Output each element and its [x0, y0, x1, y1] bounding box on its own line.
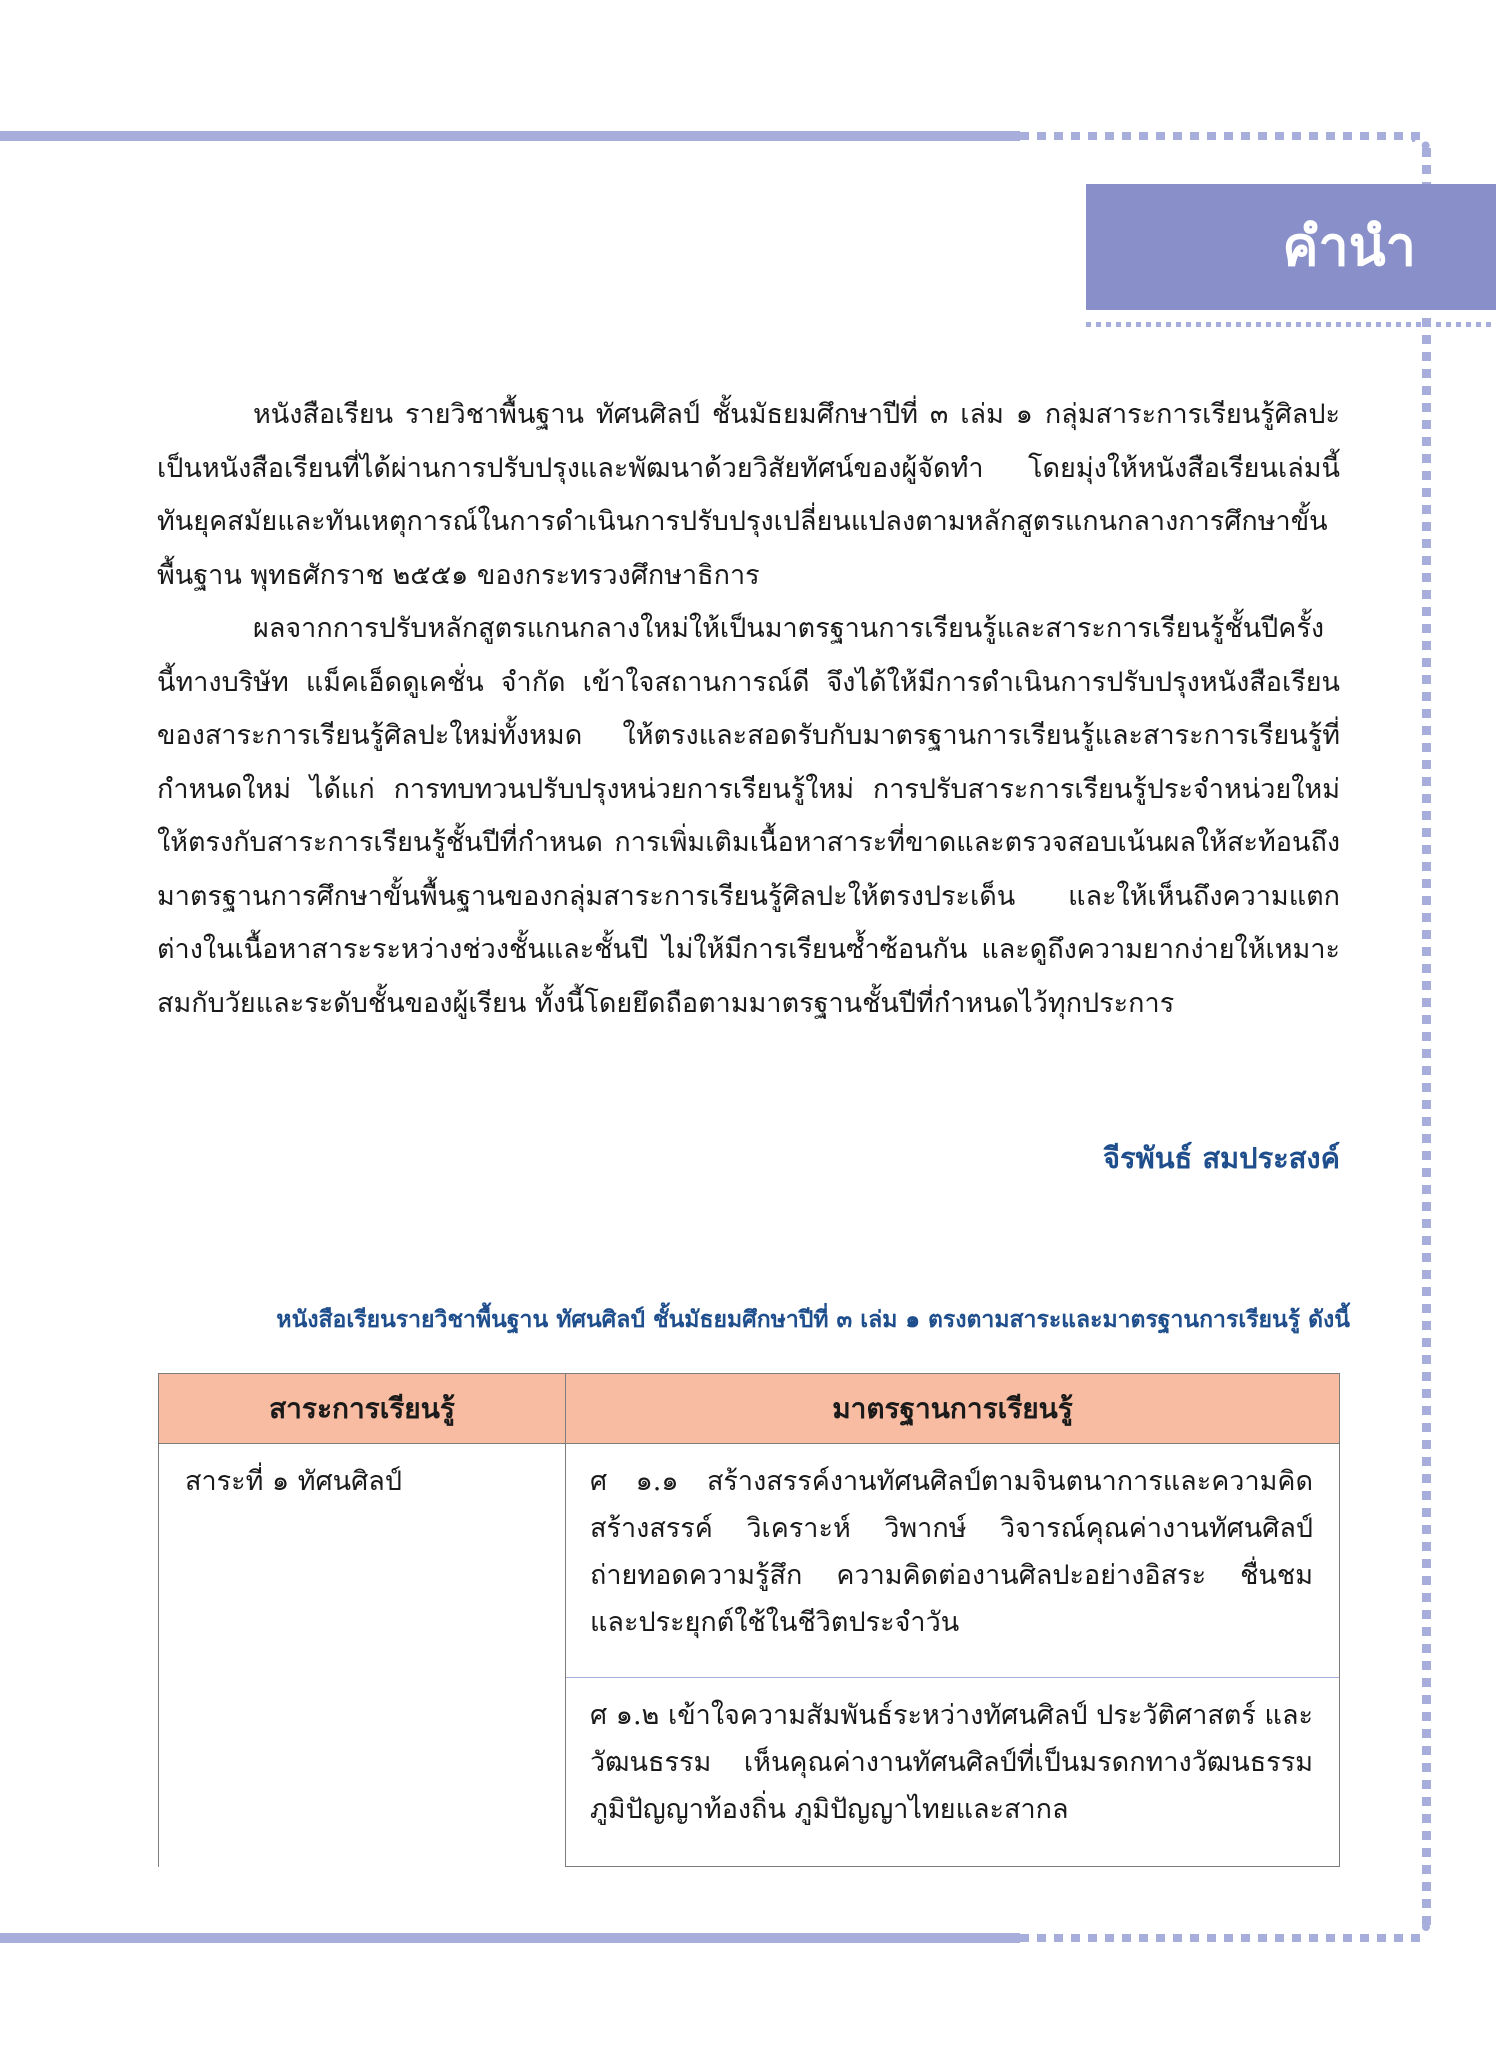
- header-strand: สาระการเรียนรู้: [159, 1374, 566, 1444]
- preface-paragraph-1: หนังสือเรียน รายวิชาพื้นฐาน ทัศนศิลป์ ชั้นมัธยมศึกษาปีที่ ๓ เล่ม ๑ กลุ่มสาระการเรียนรู้ศิลปะ เป็นหนังสือเรียนที่ได้ผ่านการปรับปรุงและพัฒนาด้วยวิสัยทัศน์ของผู้จัดทำ โดยมุ่งให้หนังสือเรียนเล่มนี้ทันยุคสมัยและทันเหตุการณ์ในการดำเนินการปรับปรุงเปลี่ยนแปลงตามหลักสูตรแกนกลางการศึกษาขั้นพื้นฐาน พุทธศักราช ๒๕๕๑ ของกระทรวงศึกษาธิการ: [157, 399, 1340, 591]
- page-title: คำนำ: [1282, 215, 1416, 278]
- standards-caption: หนังสือเรียนรายวิชาพื้นฐาน ทัศนศิลป์ ชั้นมัธยมศึกษาปีที่ ๓ เล่ม ๑ ตรงตามสาระและมาตรฐานการเรียนรู้ ดังนี้: [276, 1306, 1350, 1333]
- standards-table: [158, 1373, 1340, 1867]
- frame-bottom-bar: [0, 1933, 1020, 1943]
- title-banner: [1086, 184, 1496, 310]
- preface-paragraph-2: ผลจากการปรับหลักสูตรแกนกลางใหม่ให้เป็นมาตรฐานการเรียนรู้และสาระการเรียนรู้ชั้นปีครั้งนี้ทางบริษัท แม็คเอ็ดดูเคชั่น จำกัด เข้าใจสถานการณ์ดี จึงได้ให้มีการดำเนินการปรับปรุงหนังสือเรียนของสาระการเรียนรู้ศิลปะใหม่ทั้งหมด ให้ตรงและสอดรับกับมาตรฐานการเรียนรู้และสาระการเรียนรู้ที่กำหนดใหม่ ได้แก่ การทบทวนปรับปรุงหน่วยการเรียนรู้ใหม่ การปรับสาระการเรียนรู้ประจำหน่วยใหม่ให้ตรงกับสาระการเรียนรู้ชั้นปีที่กำหนด การเพิ่มเติมเนื้อหาสาระที่ขาดและตรวจสอบเน้นผลให้สะท้อนถึงมาตรฐานการศึกษาขั้นพื้นฐานของกลุ่มสาระการเรียนรู้ศิลปะให้ตรงประเด็น และให้เห็นถึงความแตกต่างในเนื้อหาสาระระหว่างช่วงชั้นและชั้นปี ไม่ให้มีการเรียนซ้ำซ้อนกัน และดูถึงความยากง่ายให้เหมาะสมกับวัยและระดับชั้นของผู้เรียน ทั้งนี้โดยยึดถือตามมาตรฐานชั้นปีที่กำหนดไว้ทุกประการ: [157, 613, 1340, 1019]
- table-header-row: [159, 1374, 1340, 1444]
- author-signature: จีรพันธ์ สมประสงค์: [1103, 1141, 1340, 1175]
- frame-bottom-dotted: [1020, 1934, 1420, 1942]
- preface-body: [157, 388, 1340, 1030]
- header-standard: มาตรฐานการเรียนรู้: [566, 1374, 1340, 1444]
- standard-cell-2: ศ ๑.๒ เข้าใจความสัมพันธ์ระหว่างทัศนศิลป์ ประวัติศาสตร์ และวัฒนธรรม เห็นคุณค่างานทัศนศิลป์ที่เป็นมรดกทางวัฒนธรรม ภูมิปัญญาท้องถิ่น ภูมิปัญญาไทยและสากล: [566, 1678, 1340, 1867]
- frame-right-dotted: [1422, 148, 1431, 1928]
- strand-cell: สาระที่ ๑ ทัศนศิลป์: [159, 1444, 566, 1867]
- table-row: [159, 1444, 1340, 1678]
- frame-top-bar: [0, 131, 1020, 141]
- frame-top-dotted: [1020, 132, 1420, 140]
- title-underline: [1086, 322, 1496, 327]
- frame-corner-bottom: [1412, 1924, 1430, 1942]
- standard-cell-1: ศ ๑.๑ สร้างสรรค์งานทัศนศิลป์ตามจินตนาการและความคิดสร้างสรรค์ วิเคราะห์ วิพากษ์ วิจารณ์คุณค่างานทัศนศิลป์ ถ่ายทอดความรู้สึก ความคิดต่องานศิลปะอย่างอิสระ ชื่นชม และประยุกต์ใช้ในชีวิตประจำวัน: [566, 1444, 1340, 1678]
